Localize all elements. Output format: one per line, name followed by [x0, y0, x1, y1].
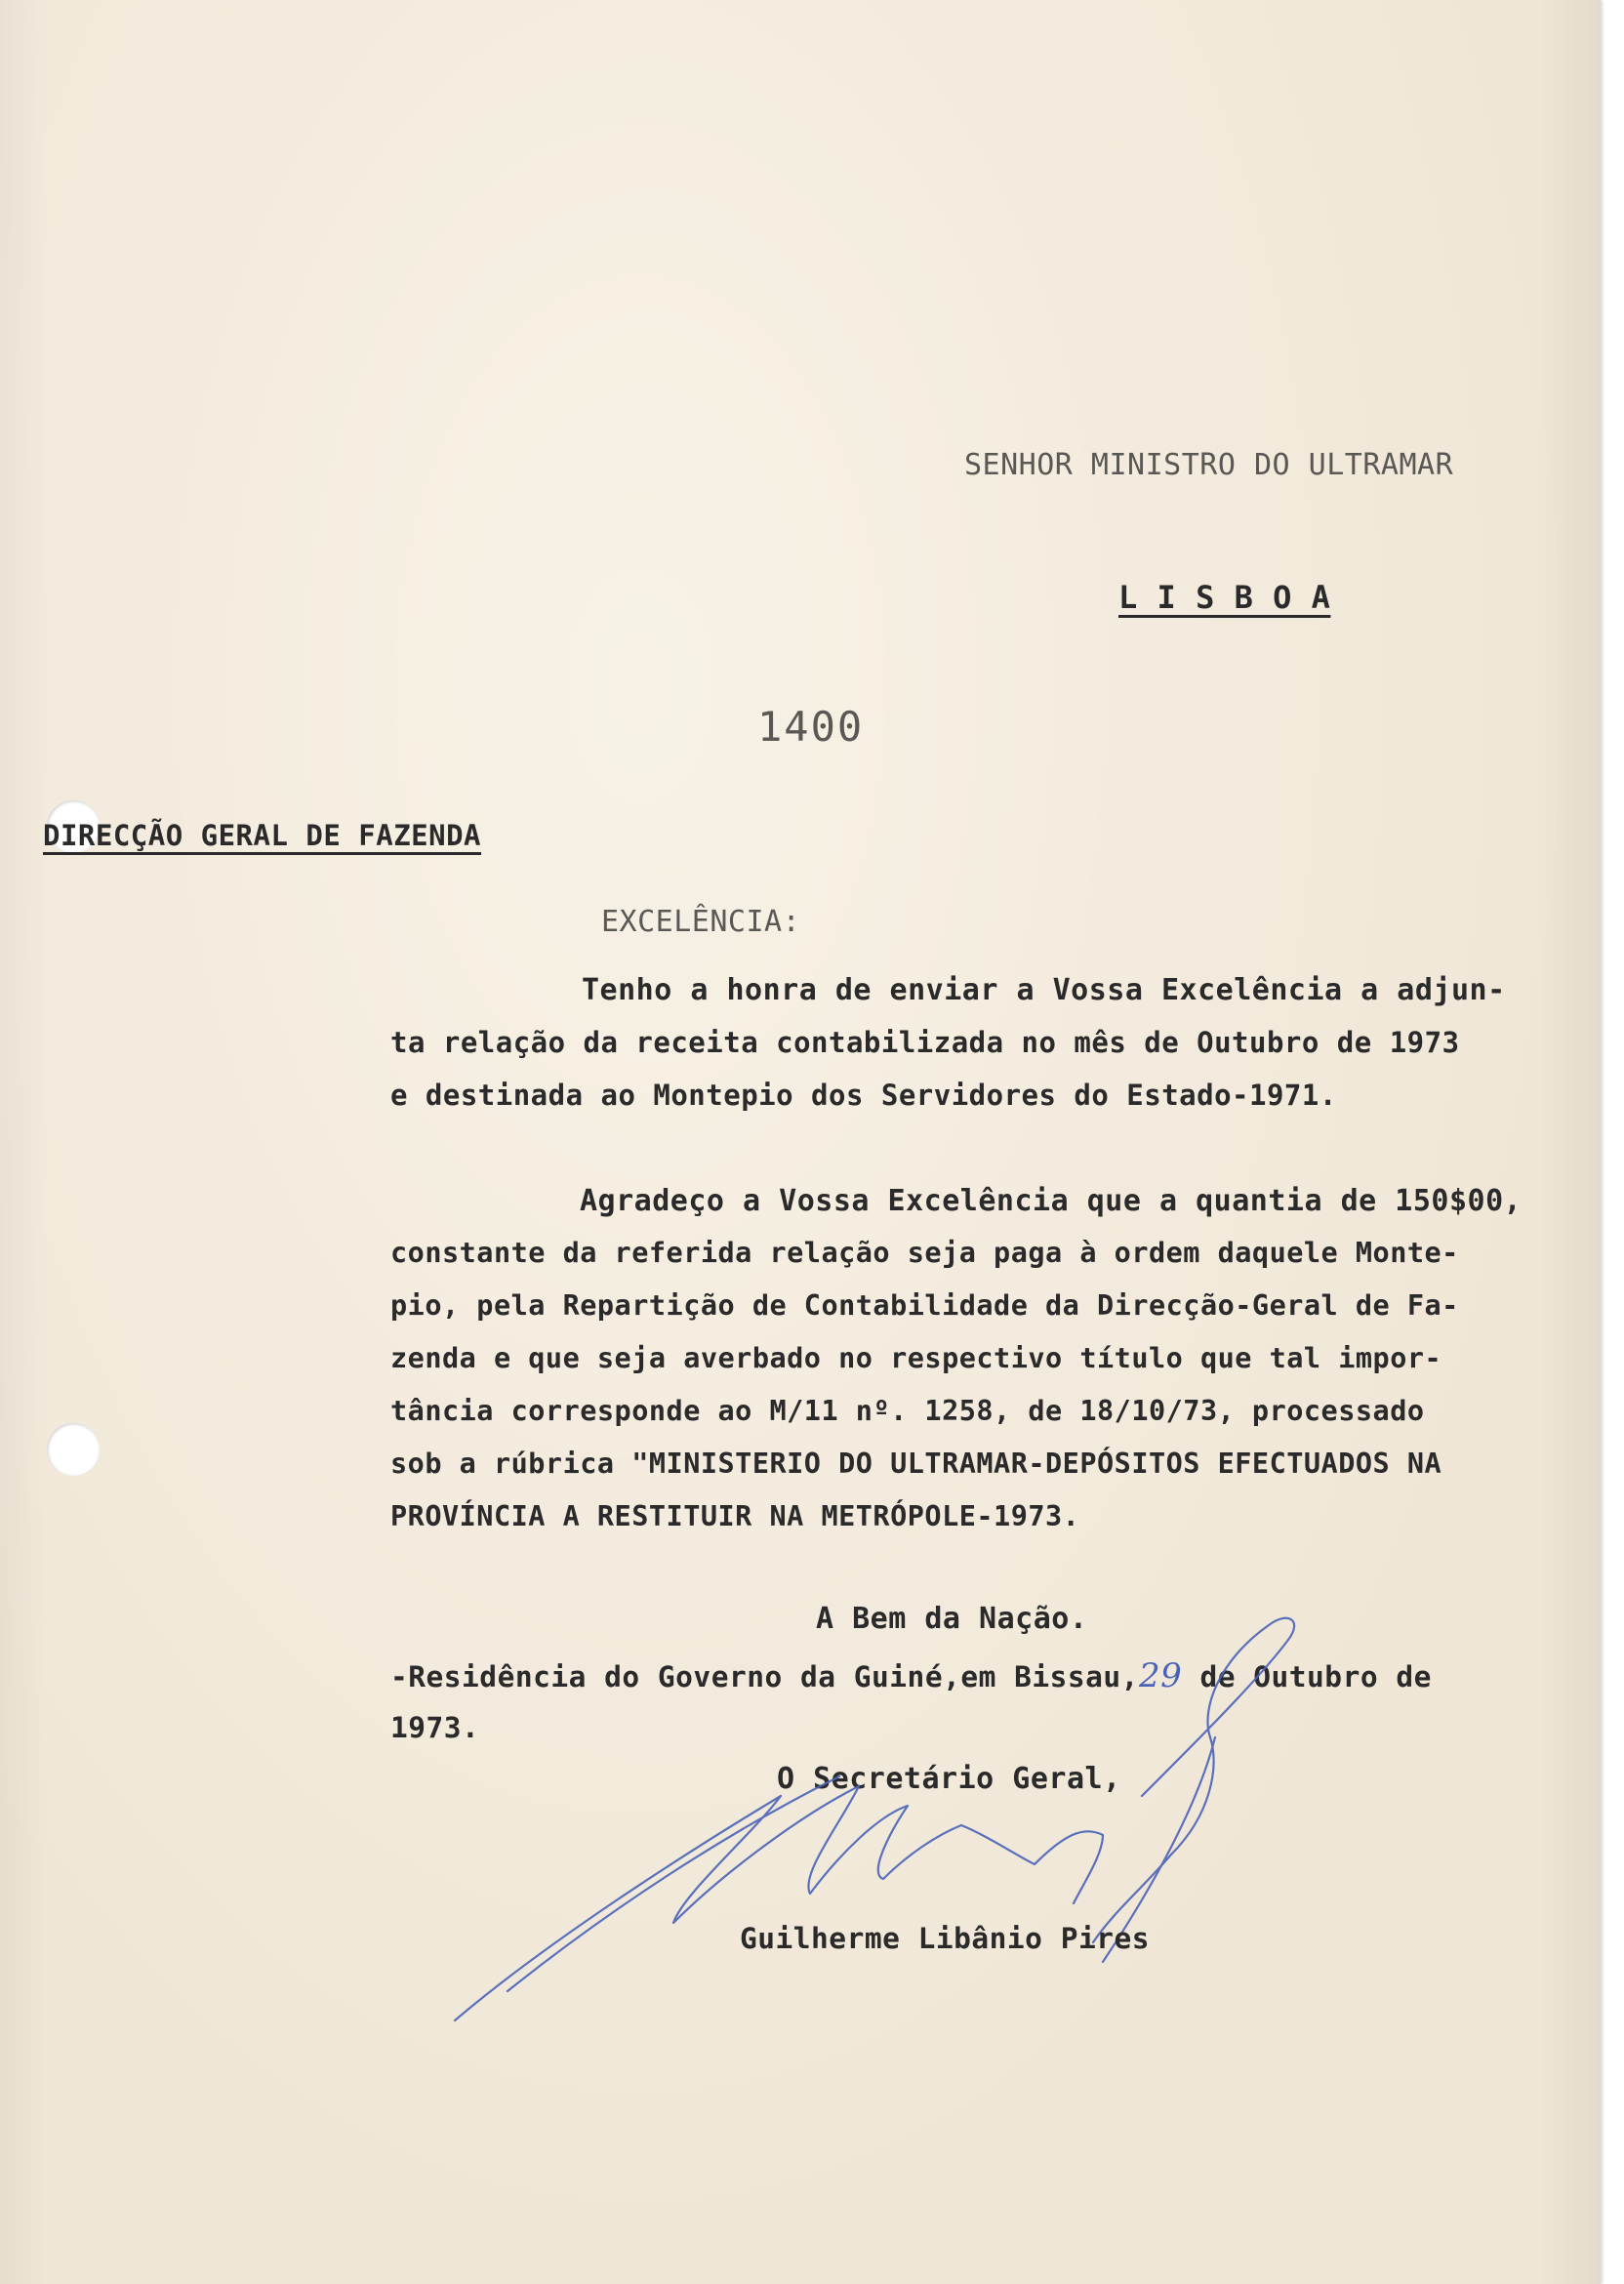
paragraph-2-line: sob a rúbrica "MINISTERIO DO ULTRAMAR-DEPÓSITOS EFECTUADOS NA — [390, 1448, 1442, 1480]
department-heading: DIRECÇÃO GERAL DE FAZENDA — [43, 819, 481, 852]
reference-number: 1400 — [757, 703, 865, 751]
paragraph-1-line: ta relação da receita contabilizada no mês de Outubro de 1973 — [390, 1026, 1460, 1059]
paragraph-1-line: e destinada ao Montepio dos Servidores do Estado-1971. — [390, 1079, 1337, 1112]
paragraph-2-line: pio, pela Repartição de Contabilidade da Direcção-Geral de Fa- — [390, 1289, 1459, 1322]
paragraph-2-line: zenda e que seja averbado no respectivo título que tal impor- — [390, 1342, 1442, 1374]
paragraph-2-line: constante da referida relação seja paga à ordem daquele Monte- — [390, 1237, 1459, 1269]
closing-place-suffix: de Outubro de — [1182, 1660, 1432, 1693]
signatory-title: O Secretário Geral, — [777, 1762, 1121, 1796]
handwritten-day: 29 — [1138, 1656, 1183, 1695]
paragraph-2-line: Agradeço a Vossa Excelência que a quantia de 150$00, — [580, 1184, 1522, 1218]
addressee-line: SENHOR MINISTRO DO ULTRAMAR — [964, 448, 1454, 482]
closing-place-date — [390, 1656, 1432, 1695]
closing-motto: A Bem da Nação. — [816, 1602, 1088, 1636]
paragraph-2-line: tância corresponde ao M/11 nº. 1258, de 18/10/73, processado — [390, 1395, 1425, 1427]
addressee-city: L I S B O A — [1118, 579, 1331, 616]
closing-year: 1973. — [390, 1711, 480, 1744]
signatory-name: Guilherme Libânio Pires — [740, 1922, 1150, 1955]
paragraph-2-line: PROVÍNCIA A RESTITUIR NA METRÓPOLE-1973. — [390, 1500, 1080, 1532]
salutation: EXCELÊNCIA: — [601, 905, 801, 939]
punch-hole-bottom — [47, 1423, 100, 1476]
paragraph-1-line: Tenho a honra de enviar a Vossa Excelência a adjun- — [582, 973, 1506, 1007]
closing-place-prefix: -Residência do Governo da Guiné,em Bissau, — [390, 1660, 1139, 1693]
